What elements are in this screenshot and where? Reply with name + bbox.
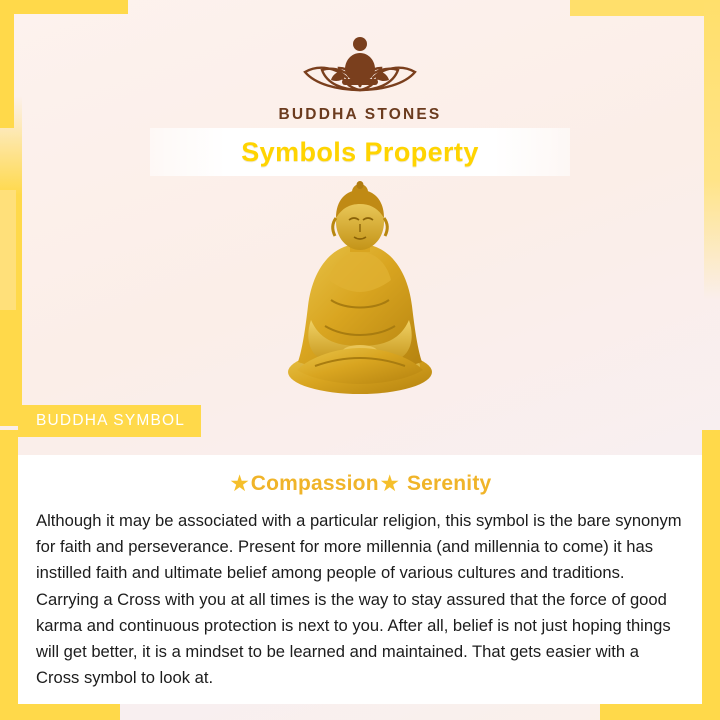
seated-buddha-statue-icon (245, 180, 475, 410)
subheading-word-two: Serenity (406, 472, 492, 495)
brand-name: BUDDHA STONES (278, 106, 442, 123)
decoration-band-bottom-left-vertical (0, 430, 18, 720)
content-panel (18, 455, 702, 704)
decoration-band-bottom-right-horizontal (600, 704, 720, 720)
lotus-meditation-icon (275, 24, 445, 102)
decoration-band-bottom-left-horizontal (0, 704, 120, 720)
star-icon-right: ★ (380, 473, 399, 495)
symbol-tag (18, 405, 201, 437)
star-icon-left: ★ (230, 473, 249, 495)
brand-logo (0, 24, 720, 124)
title-banner (150, 128, 570, 176)
body-paragraph: Although it may be associated with a particular religion, this symbol is the bare synonym for faith and perseverance. Present for more millennia (and millennia to come) it has instilled faith and ultimate belief among people of various cultures and traditions. Carrying a Cross with you at all times is the way to stay assured that the force of good karma and continuous protection is next to you. After all, belief is not just hoping things will get better, it is a mindset to be learned and maintained. That gets easier with a Cross symbol to look at. (36, 511, 682, 688)
subheading (26, 471, 694, 496)
symbol-tag-label: BUDDHA SYMBOL (36, 412, 186, 429)
subheading-word-one: Compassion (250, 472, 379, 495)
decoration-band-bottom-right-vertical (702, 430, 720, 720)
decoration-band-top-left (0, 0, 128, 14)
decoration-band-top-right (570, 0, 720, 16)
buddha-figure (0, 180, 720, 410)
page-title: Symbols Property (241, 136, 479, 167)
